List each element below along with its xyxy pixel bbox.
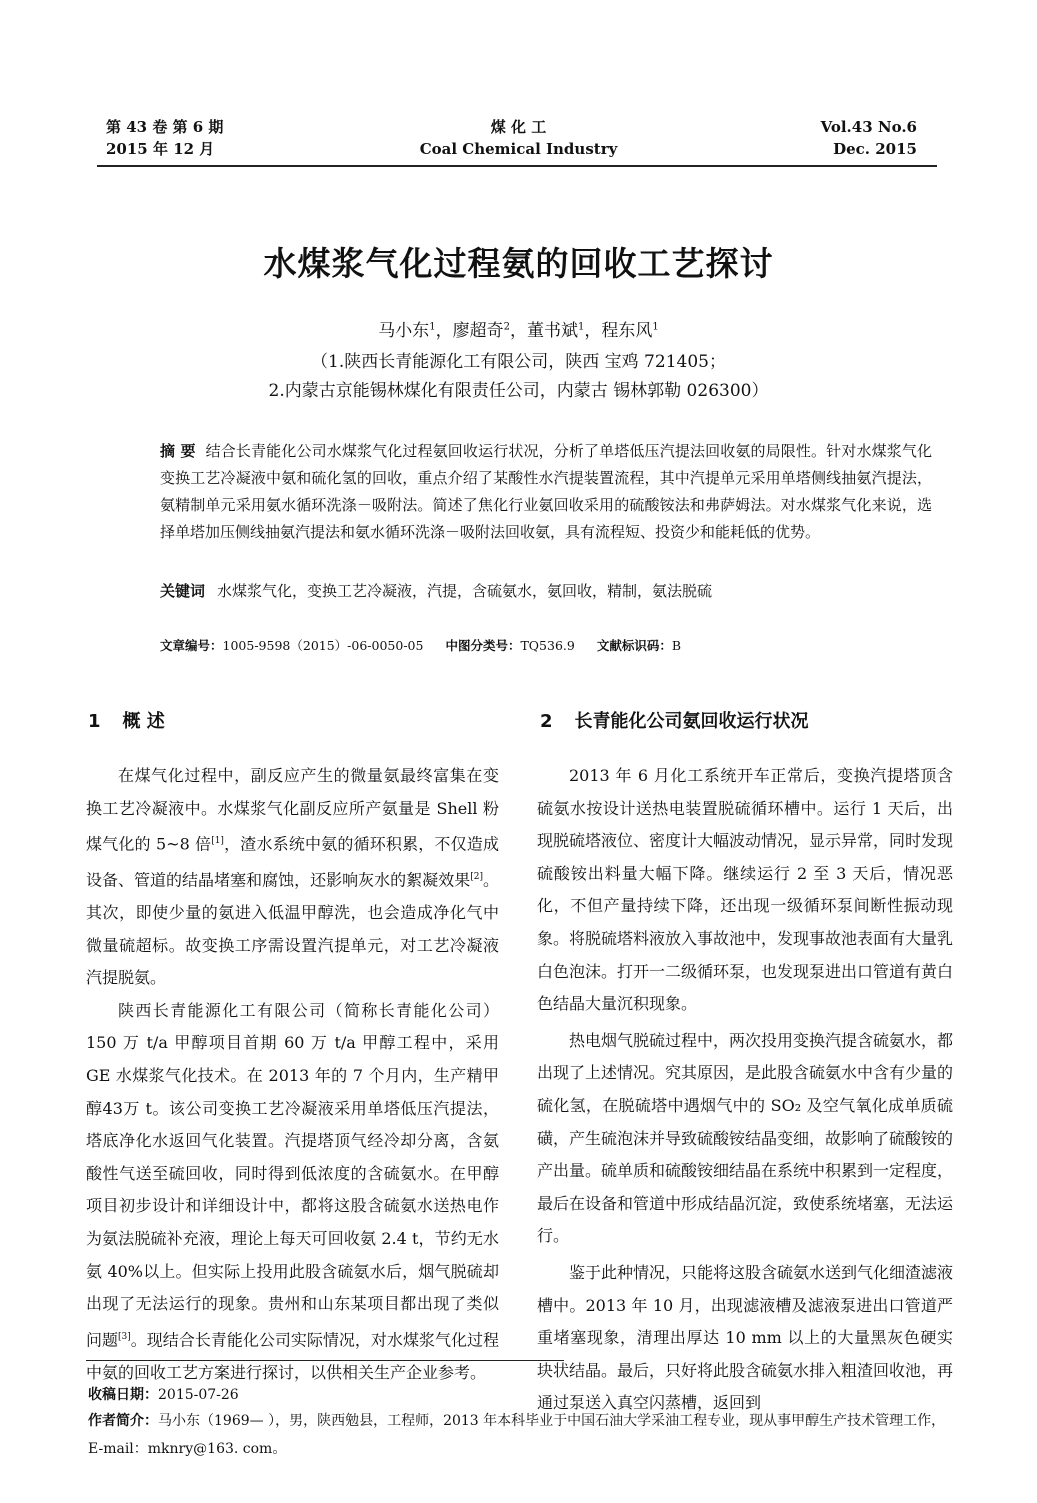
header-rule	[97, 165, 937, 167]
section-number: 1	[88, 711, 101, 732]
author-name: 马小东	[378, 321, 430, 341]
journal-volume-issue-en	[821, 116, 917, 160]
right-column	[537, 760, 953, 1420]
paragraph: 热电烟气脱硫过程中，两次投用变换汽提含硫氨水，都出现了上述情况。究其原因，是此股含硫氨水中含有少量的硫化氢，在脱硫塔中遇烟气中的 SO₂ 及空气氧化成单质硫磺，产生硫泡沫并导致硫酸铵结晶变细，故影响了硫酸铵的产出量。硫单质和硫酸铵细结晶在系统中积累到一定程度，最后在设备和管道中形成结晶沉淀，致使系统堵塞，无法运行。	[537, 1030, 954, 1246]
keywords	[160, 579, 932, 603]
article-number: 1005-9598（2015）-06-0050-05	[222, 638, 424, 653]
section-number: 2	[540, 711, 553, 732]
author-name: 董书斌	[527, 321, 578, 341]
issue-date: 2015 年 12 月	[106, 140, 215, 158]
paper-title: 水煤浆气化过程氨的回收工艺探讨	[263, 244, 774, 283]
journal-name-cn: 煤 化 工	[490, 118, 547, 136]
received-label: 收稿日期：	[88, 1387, 158, 1403]
abstract	[160, 438, 932, 546]
clc-label: 中图分类号：	[445, 638, 521, 653]
citation: [1]	[211, 836, 224, 847]
article-metadata	[160, 636, 681, 656]
paragraph-text: 在煤气化过程中，副反应产生的微量氨最终富集在变换工艺冷凝液中。水煤浆气化副反应所产氨量是 Shell 粉煤气化的 5~8 倍	[86, 766, 499, 854]
section-title: 概 述	[122, 711, 165, 732]
author-affiliation-mark: 2	[503, 321, 510, 333]
paragraph: 鉴于此种情况，只能将这股含硫氨水送到气化细渣滤液槽中。2013 年 10 月，出现滤液槽及滤液泵进出口管道严重堵塞现象，清理出厚达 10 mm 以上的大量黑灰色硬实块状结晶。最后，只好将此股含硫氨水排入粗渣回收池，再通过泵送入真空闪蒸槽，返回到	[537, 1262, 954, 1413]
paragraph	[86, 995, 499, 1389]
section-title: 长青能化公司氨回收运行状况	[574, 711, 809, 732]
author-affiliation-mark: 1	[578, 321, 585, 333]
footnote-rule	[86, 1360, 564, 1361]
affiliation-2: 2.内蒙古京能锡林煤化有限责任公司，内蒙古 锡林郭勒 026300）	[268, 381, 769, 401]
author-bio	[88, 1407, 960, 1463]
paragraph-text: 。其次，即使少量的氨进入低温甲醇洗，也会造成净化气中微量硫超标。故变换工序需设置汽提单元，对工艺冷凝液汽提脱氨。	[86, 870, 499, 988]
citation: [3]	[118, 1331, 131, 1342]
volume-issue: 第 43 卷 第 6 期	[106, 118, 224, 136]
issue-date-en: Dec. 2015	[833, 140, 917, 158]
paragraph-text: ，渣水系统中氨的循环积累，不仅造成设备、管道的结晶堵塞和腐蚀，还影响灰水的絮凝效果	[86, 834, 499, 890]
journal-name-en: Coal Chemical Industry	[419, 140, 618, 158]
citation: [2]	[470, 872, 483, 883]
received-value: 2015-07-26	[158, 1387, 239, 1403]
left-column	[86, 760, 499, 1389]
author-name: 廖超奇	[452, 321, 504, 341]
article-number-label: 文章编号：	[160, 638, 223, 653]
author-affiliation-mark: 1	[652, 321, 659, 333]
section-2-heading	[540, 707, 809, 733]
paragraph	[86, 760, 499, 995]
keywords-text: 水煤浆气化，变换工艺冷凝液，汽提，含硫氨水，氨回收，精制，氨法脱硫	[217, 582, 713, 600]
abstract-text: 结合长青能化公司水煤浆气化过程氨回收运行状况，分析了单塔低压汽提法回收氨的局限性。针对水煤浆气化变换工艺冷凝液中氨和硫化氢的回收，重点介绍了某酸性水汽提装置流程，其中汽提单元采用单塔侧线抽氨汽提法，氨精制单元采用氨水循环洗涤－吸附法。简述了焦化行业氨回收采用的硫酸铵法和弗萨姆法。对水煤浆气化来说，选择单塔加压侧线抽氨汽提法和氨水循环洗涤－吸附法回收氨，具有流程短、投资少和能耗低的优势。	[160, 442, 932, 541]
paragraph-text: 。现结合长青能化公司实际情况，对水煤浆气化过程中氨的回收工艺方案进行探讨，以供相关生产企业参考。	[86, 1330, 499, 1382]
received-date	[88, 1381, 960, 1409]
section-1-heading	[88, 707, 165, 733]
clc-number: TQ536.9	[520, 638, 575, 653]
author-name: 程东风	[601, 321, 653, 341]
paragraph: 2013 年 6 月化工系统开车正常后，变换汽提塔顶含硫氨水按设计送热电装置脱硫循环槽中。运行 1 天后，出现脱硫塔液位、密度计大幅波动情况，显示异常，同时发现硫酸铵出料量大幅下降。继续运行 2 至 3 天后，情况恶化，不但产量持续下降，还出现一级循环泵间断性振动现象。将脱硫塔料液放入事故池中，发现事故池表面有大量乳白色泡沫。打开一二级循环泵，也发现泵进出口管道有黄白色结晶大量沉积现象。	[537, 766, 954, 1014]
author-list: 马小东$^1$，廖超奇$^2$，董书斌$^1$，程东风$^1$	[378, 321, 659, 341]
volume-issue-en: Vol.43 No.6	[820, 118, 917, 136]
bio-label: 作者简介：	[88, 1413, 158, 1429]
author-affiliation-mark: 1	[429, 321, 436, 333]
document-code: B	[671, 638, 682, 653]
affiliation-1: （1.陕西长青能源化工有限公司，陕西 宝鸡 721405；	[311, 352, 726, 372]
bio-text: 马小东（1969— ），男，陕西勉县，工程师，2013 年本科毕业于中国石油大学采油工程专业，现从事甲醇生产技术管理工作，E-mail：mknry@163. com。	[88, 1413, 946, 1457]
paragraph-text: 陕西长青能源化工有限公司（简称长青能化公司）150 万 t/a 甲醇项目首期 60 万 t/a 甲醇工程中，采用 GE 水煤浆气化技术。在 2013 年的 7 个月内，生产精甲醇43万 t。该公司变换工艺冷凝液采用单塔低压汽提法，塔底净化水返回气化装置。汽提塔顶气经冷却分离，含氨酸性气送至硫回收，同时得到低浓度的含硫氨水。在甲醇项目初步设计和详细设计中，都将这股含硫氨水送热电作为氨法脱硫补充液，理论上每天可回收氨 2.4 t，节约无水氨 40%以上。但实际上投用此股含硫氨水后，烟气脱硫却出现了无法运行的现象。贵州和山东某项目都出现了类似问题	[86, 1000, 499, 1350]
abstract-label: 摘 要	[160, 442, 196, 460]
keywords-label: 关键词	[160, 582, 206, 600]
document-code-label: 文献标识码：	[596, 638, 672, 653]
